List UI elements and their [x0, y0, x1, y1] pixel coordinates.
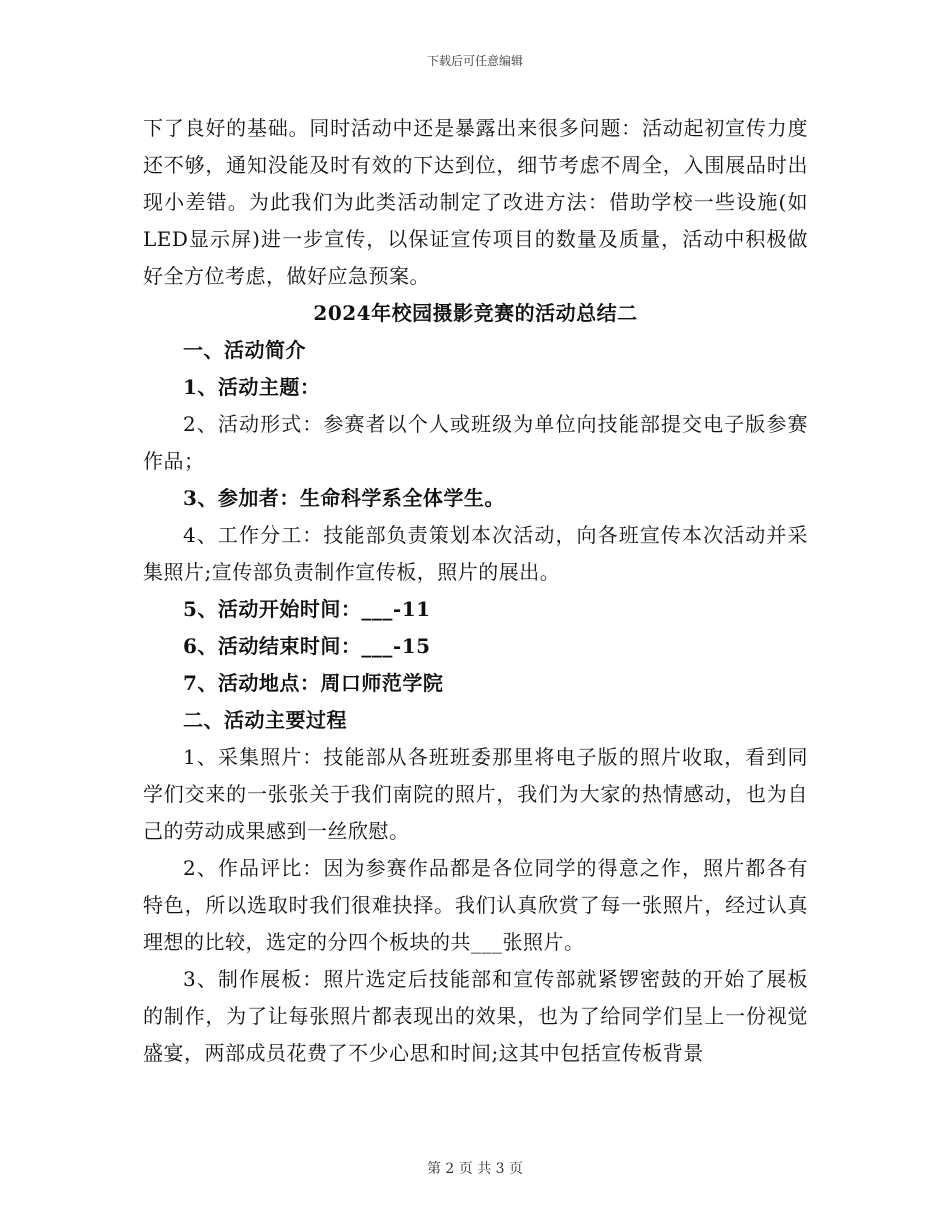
item-participants: 3、参加者：生命科学系全体学生。 — [183, 486, 505, 510]
page-header: 下载后可任意编辑 — [426, 54, 523, 68]
page-footer: 第 2 页 共 3 页 — [426, 1161, 524, 1177]
item-activity-theme: 1、活动主题： — [183, 375, 321, 399]
process-judging: 2、作品评比：因为参赛作品都是各位同学的得意之作，照片都各有特色，所以选取时我们很难抉择。我们认真欣赏了每一张照片，经过认真理想的比较，选定的分四个板块的共___张照片。 — [143, 856, 808, 954]
item-activity-form: 2、活动形式：参赛者以个人或班级为单位向技能部提交电子版参赛作品； — [143, 412, 808, 473]
item-start-time: 5、活动开始时间：___-11 — [183, 597, 431, 621]
paragraph-continuation: 下了良好的基础。同时活动中还是暴露出来很多问题：活动起初宣传力度还不够，通知没能及时有效的下达到位，细节考虑不周全，入围展品时出现小差错。为此我们为此类活动制定了改进方法：借助学校一些设施(如LED显示屏)进一步宣传，以保证宣传项目的数量及质量，活动中积极做好全方位考虑，做好应急预案。 — [143, 116, 808, 288]
process-make-boards: 3、制作展板：照片选定后技能部和宣传部就紧锣密鼓的开始了展板的制作，为了让每张照片都表现出的效果，也为了给同学们呈上一份视觉盛宴，两部成员花费了不少心思和时间;这其中包括宣传板背景 — [143, 967, 808, 1065]
process-collect-photos: 1、采集照片：技能部从各班班委那里将电子版的照片收取，看到同学们交来的一张张关于我们南院的照片，我们为大家的热情感动，也为自己的劳动成果感到一丝欣慰。 — [143, 745, 808, 843]
document-body — [143, 110, 808, 1072]
item-location: 7、活动地点：周口师范学院 — [183, 671, 444, 695]
heading-main-process: 二、活动主要过程 — [183, 708, 347, 732]
heading-activity-intro: 一、活动简介 — [183, 338, 306, 362]
item-work-division: 4、工作分工：技能部负责策划本次活动，向各班宣传本次活动并采集照片;宣传部负责制作宣传板，照片的展出。 — [143, 523, 808, 584]
item-end-time: 6、活动结束时间：___-15 — [183, 634, 431, 658]
section-title: 2024年校园摄影竞赛的活动总结二 — [313, 301, 638, 325]
